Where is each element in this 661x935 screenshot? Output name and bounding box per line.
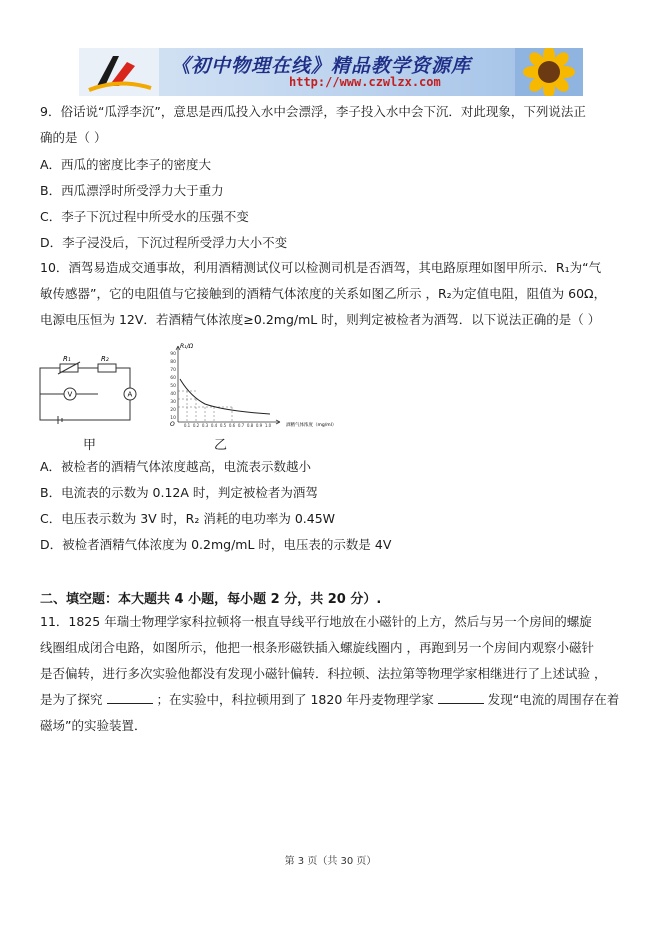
y-tick: 10 bbox=[170, 416, 176, 421]
q10-option-b: B．电流表的示数为 0.12A 时，判定被检者为酒驾 bbox=[40, 485, 318, 500]
y-tick: 70 bbox=[170, 368, 176, 373]
q11-text-b: ；在实验中，科拉顿用到了 1820 年丹麦物理学家 bbox=[156, 692, 434, 707]
x-tick: 0.8 bbox=[246, 423, 254, 428]
y-tick: 90 bbox=[170, 352, 176, 357]
banner-url: http://www.czwlzx.com bbox=[289, 75, 441, 89]
graph-ylabel: R₁/Ω bbox=[180, 343, 194, 350]
x-tick: 0.3 bbox=[201, 423, 209, 428]
resistance-curve bbox=[180, 379, 270, 414]
header-banner bbox=[79, 48, 583, 96]
q11-stem-line4 bbox=[40, 692, 619, 708]
q9-option-b: B．西瓜漂浮时所受浮力大于重力 bbox=[40, 183, 224, 198]
q10-option-c: C．电压表示数为 3V 时，R₂ 消耗的电功率为 0.45W bbox=[40, 511, 336, 526]
y-tick: 40 bbox=[170, 392, 176, 397]
y-tick: 20 bbox=[170, 408, 176, 413]
y-tick: 60 bbox=[170, 376, 176, 381]
q11-stem-line2: 线圈组成闭合电路，如图所示，他把一根条形磁铁插入螺旋线圈内 ，再跑到另一个房间内观察小磁针 bbox=[40, 640, 594, 655]
answer-blank-2[interactable] bbox=[438, 692, 484, 704]
y-tick: 50 bbox=[170, 384, 176, 389]
figure-b-label: 乙 bbox=[214, 438, 228, 453]
x-tick: 0.7 bbox=[237, 423, 245, 428]
resistance-concentration-graph bbox=[150, 338, 350, 428]
q11-text-c: 发现“电流的周围存在着 bbox=[487, 692, 620, 707]
graph-origin: O bbox=[170, 421, 175, 428]
x-tick: 1.0 bbox=[264, 423, 272, 428]
x-tick: 0.6 bbox=[228, 423, 236, 428]
section-heading: 二、填空题：本大题共 4 小题，每小题 2 分，共 20 分）. bbox=[40, 592, 382, 607]
q9-stem-line2: 确的是（ ） bbox=[40, 130, 107, 145]
x-tick: 0.5 bbox=[219, 423, 227, 428]
q11-text-a: 是为了探究 bbox=[40, 692, 103, 707]
y-tick: 30 bbox=[170, 400, 176, 405]
answer-blank-1[interactable] bbox=[107, 692, 153, 704]
q10-option-d: D．被检者酒精气体浓度为 0.2mg/mL 时，电压表的示数是 4V bbox=[40, 537, 392, 552]
ammeter-label: A bbox=[127, 390, 133, 399]
banner-title: 《初中物理在线》精品教学资源库 bbox=[171, 55, 472, 77]
x-tick: 0.4 bbox=[210, 423, 218, 428]
y-tick: 80 bbox=[170, 360, 176, 365]
voltmeter-label: V bbox=[67, 390, 73, 399]
figure-a-label: 甲 bbox=[83, 438, 97, 453]
q10-stem-line3: 电源电压恒为 12V．若酒精气体浓度≥0.2mg/mL 时，则判定被检者为酒驾．以下说法正确的是（ ） bbox=[40, 312, 601, 327]
page-footer: 第 3 页（共 30 页） bbox=[284, 856, 377, 867]
circuit-diagram bbox=[38, 352, 138, 427]
q11-stem-line1: 11．1825 年瑞士物理学家科拉顿将一根直导线平行地放在小磁针的上方，然后与另一个房间的螺旋 bbox=[40, 614, 592, 629]
q10-stem-line2: 敏传感器”，它的电阻值与它接触到的酒精气体浓度的关系如图乙所示 ，R₂为定值电阻，阻值为 60Ω， bbox=[40, 286, 607, 301]
logo-icon bbox=[79, 48, 159, 96]
r2-label: R₂ bbox=[101, 355, 109, 363]
r1-label: R₁ bbox=[63, 355, 71, 363]
q10-stem-line1: 10．酒驾易造成交通事故，利用酒精测试仪可以检测司机是否酒驾，其电路原理如图甲所示．R₁为“气 bbox=[40, 260, 602, 275]
q11-stem-line5: 磁场”的实验装置． bbox=[40, 718, 147, 733]
q10-option-a: A．被检者的酒精气体浓度越高，电流表示数越小 bbox=[40, 459, 312, 474]
q9-option-c: C．李子下沉过程中所受水的压强不变 bbox=[40, 209, 249, 224]
q11-stem-line3: 是否偏转，进行多次实验他都没有发现小磁针偏转．科拉顿、法拉第等物理学家相继进行了上述试验 ， bbox=[40, 666, 607, 681]
q9-stem-line1: 9．俗话说“瓜浮李沉”，意思是西瓜投入水中会漂浮，李子投入水中会下沉．对此现象，下列说法正 bbox=[40, 104, 586, 119]
x-tick: 0.9 bbox=[255, 423, 263, 428]
x-tick: 0.1 bbox=[183, 423, 191, 428]
q9-option-d: D．李子浸没后，下沉过程所受浮力大小不变 bbox=[40, 235, 288, 250]
graph-xlabel: 酒精气体浓度（mg/ml） bbox=[286, 423, 337, 428]
sunflower-icon bbox=[515, 48, 583, 96]
q9-option-a: A．西瓜的密度比李子的密度大 bbox=[40, 157, 212, 172]
x-tick: 0.2 bbox=[192, 423, 200, 428]
